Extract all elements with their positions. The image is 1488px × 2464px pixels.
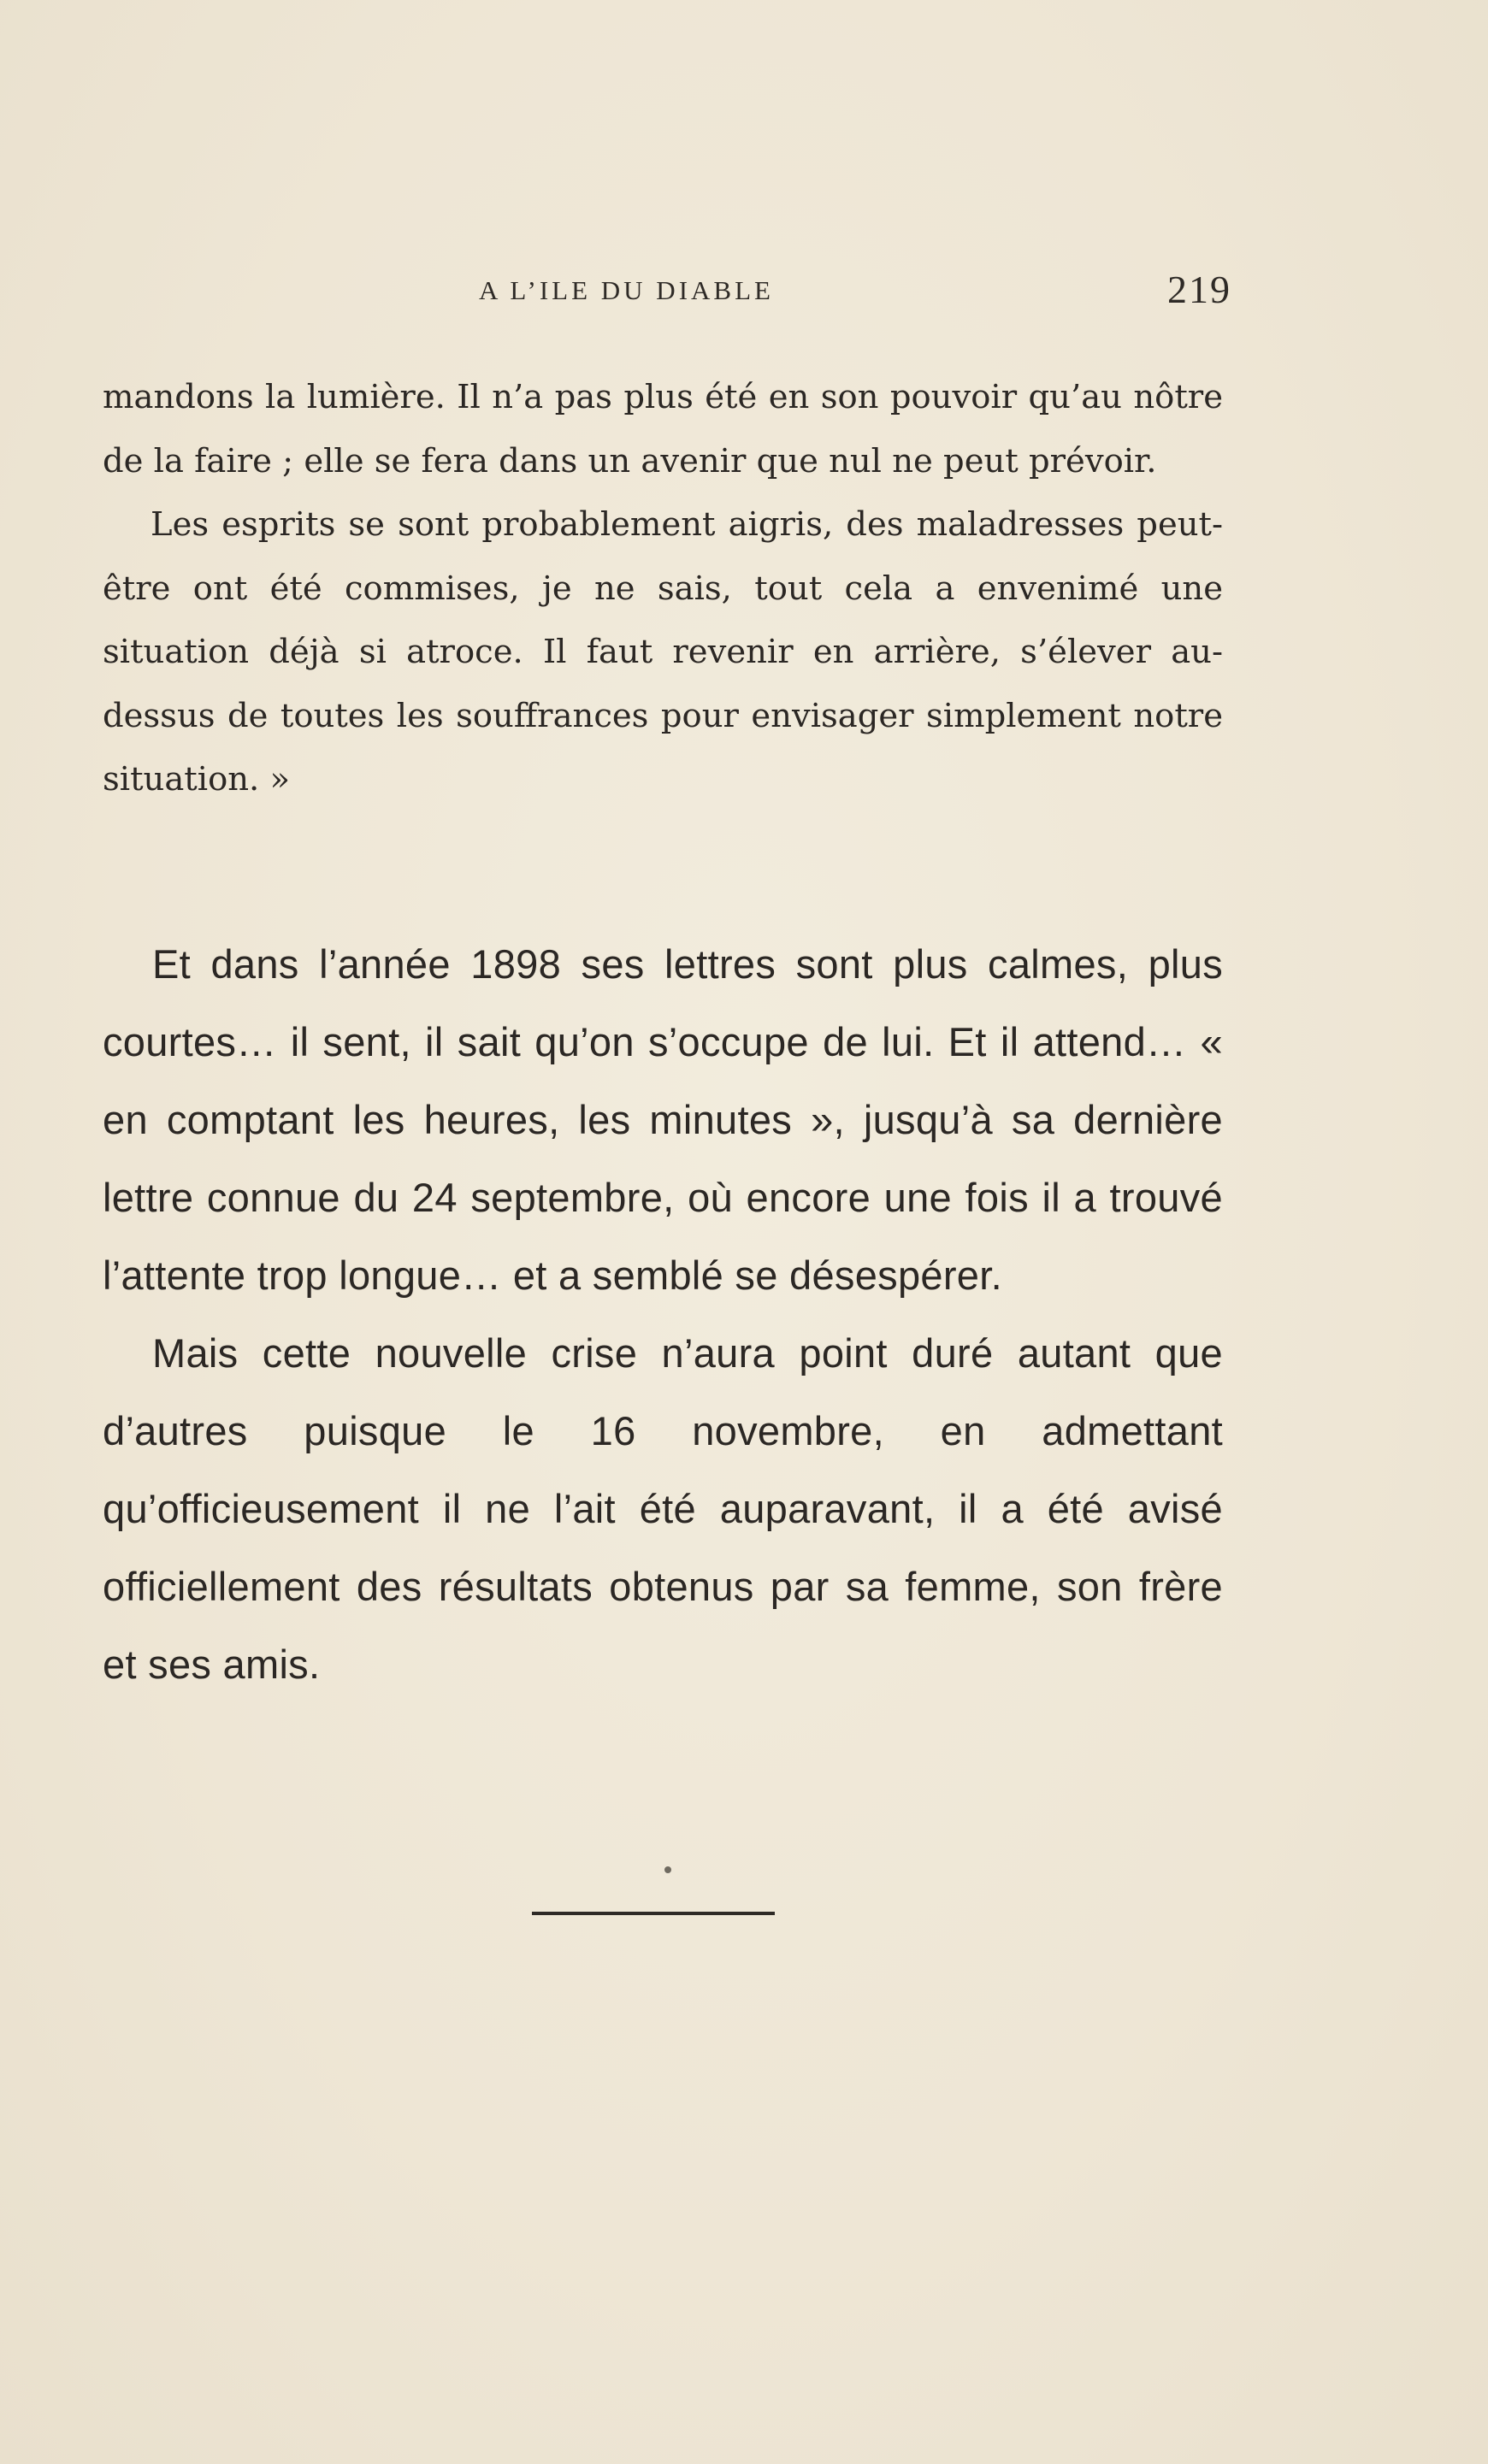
quote-paragraph: mandons la lumière. Il n’a pas plus été en son pouvoir qu’au nôtre de la faire ; elle se fera dans un avenir que nul ne peut prévoir. — [103, 378, 1223, 480]
page-number: 219 — [1167, 268, 1231, 311]
page-header — [103, 267, 1231, 318]
body-text — [103, 925, 1223, 1703]
quote-paragraph: Les esprits se sont probablement aigris, des maladresses peut-être ont été commises, je ne sais, tout cela a envenimé une situation déjà si atroce. Il faut revenir en arrière, s’élever au-dessus de toutes les souffrances pour envisager simplement notre situation. » — [103, 505, 1223, 799]
quoted-letter — [103, 366, 1223, 812]
section-end-rule — [532, 1912, 775, 1915]
ornament-dot — [664, 1866, 671, 1873]
body-paragraph: Et dans l’année 1898 ses lettres sont plus calmes, plus courtes… il sent, il sait qu’on s’occupe de lui. Et il attend… « en comptant les heures, les minutes », jusqu’à sa dernière lettre connue du 24 septembre, où encore une fois il a trouvé l’attente trop longue… et a semblé se désespérer. — [103, 941, 1223, 1298]
running-title: A L’ILE DU DIABLE — [479, 275, 774, 305]
body-paragraph: Mais cette nouvelle crise n’aura point duré autant que d’autres puisque le 16 novembre, en admettant qu’officieusement il ne l’ait été auparavant, il a été avisé officiellement des résultats obtenus par sa femme, son frère et ses amis. — [103, 1330, 1223, 1687]
